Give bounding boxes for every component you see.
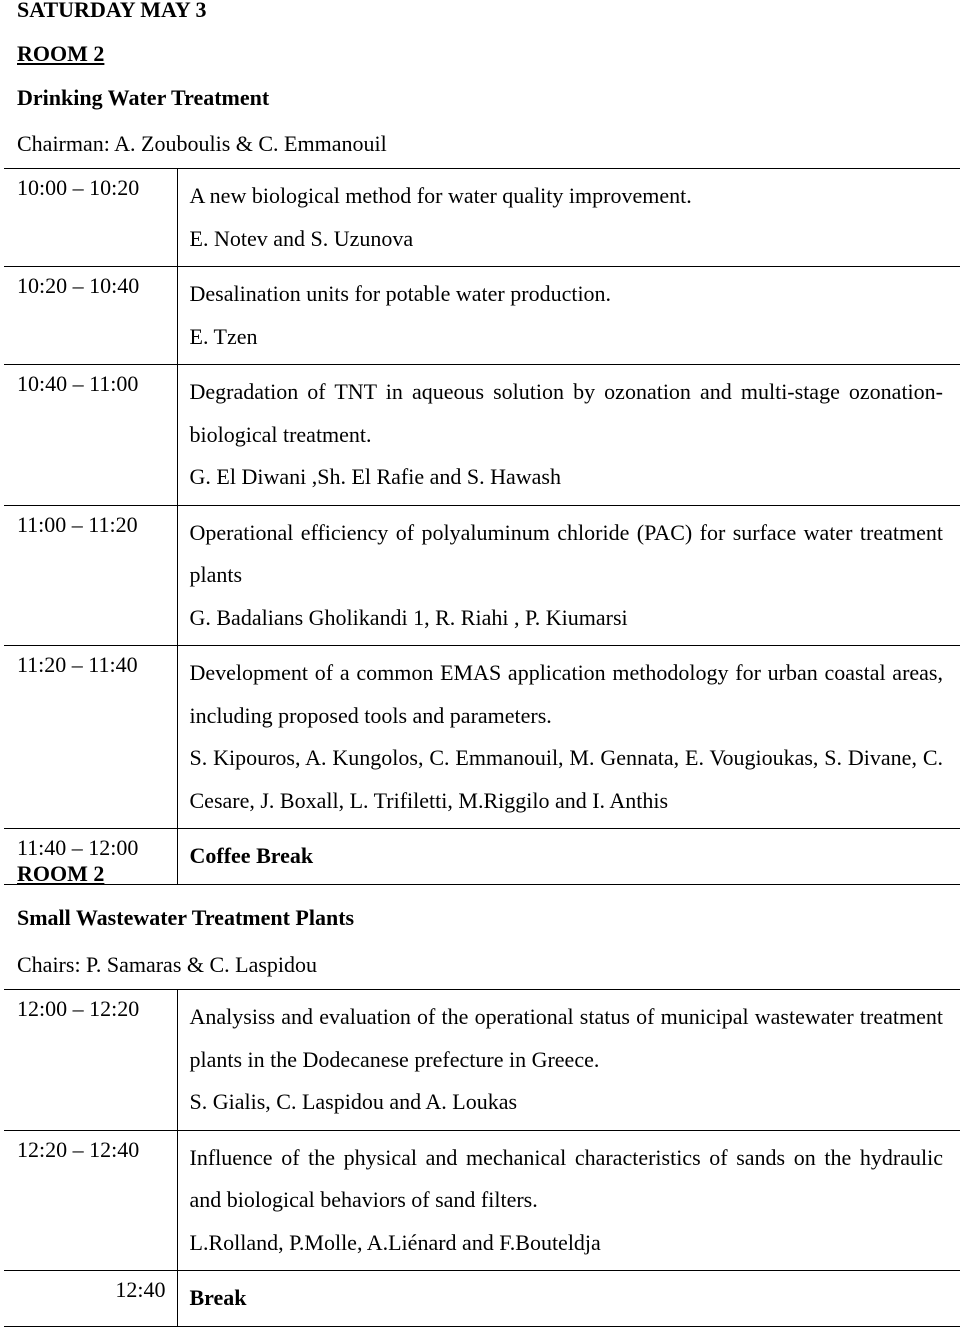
table-row [4, 505, 960, 646]
talk-title: Development of a common EMAS application methodology for urban coastal areas, including proposed tools and parameters. [189, 660, 943, 728]
slot-time: 10:20 – 10:40 [4, 267, 177, 365]
slot-time: 11:20 – 11:40 [4, 646, 177, 829]
slot-time: 11:40 – 12:00 [4, 829, 177, 885]
slot-time: 12:00 – 12:20 [4, 990, 177, 1131]
break-label: Coffee Break [189, 843, 314, 868]
talk-title: Degradation of TNT in aqueous solution by ozonation and multi-stage ozonation-biological treatment. [189, 379, 943, 447]
talk-title: Influence of the physical and mechanical characteristics of sands on the hydraulic and biological behaviors of sand filters. [189, 1144, 943, 1212]
slot-content [177, 1130, 960, 1271]
talk-authors: G. El Diwani ,Sh. El Rafie and S. Hawash [189, 464, 561, 489]
table-row [4, 169, 960, 267]
talk-authors: E. Notev and S. Uzunova [189, 225, 414, 251]
session2-room: ROOM 2 [17, 861, 105, 886]
slot-time: 10:00 – 10:20 [4, 169, 177, 267]
table-row [4, 829, 960, 885]
table-row [4, 1271, 960, 1327]
slot-time: 11:00 – 11:20 [4, 505, 177, 646]
break-label: Break [189, 1285, 247, 1310]
slot-content [177, 505, 960, 646]
slot-content [177, 267, 960, 365]
session1-title: Drinking Water Treatment [17, 85, 270, 110]
session2-title: Small Wastewater Treatment Plants [17, 905, 355, 930]
slot-time: 12:40 [4, 1271, 177, 1327]
session2-schedule-table [4, 989, 960, 1327]
session1-chair: Chairman: A. Zouboulis & C. Emmanouil [17, 131, 387, 156]
slot-content [177, 829, 960, 885]
table-row [4, 267, 960, 365]
table-row [4, 1130, 960, 1271]
table-row [4, 990, 960, 1131]
slot-time: 10:40 – 11:00 [4, 365, 177, 506]
talk-title: Analysiss and evaluation of the operational status of municipal wastewater treatment plants in the Dodecanese prefecture in Greece. [189, 1004, 943, 1072]
slot-content [177, 169, 960, 267]
talk-authors: S. Kipouros, A. Kungolos, C. Emmanouil, M. Gennata, E. Vougioukas, S. Divane, C. Cesare, J. Boxall, L. Trifiletti, M.Riggilo and I. Anthis [189, 745, 943, 813]
slot-content [177, 646, 960, 829]
day-heading: SATURDAY MAY 3 [17, 0, 207, 22]
table-row [4, 365, 960, 506]
session1-schedule-table [4, 168, 960, 885]
session1-room: ROOM 2 [17, 41, 105, 66]
slot-time: 12:20 – 12:40 [4, 1130, 177, 1271]
talk-authors: G. Badalians Gholikandi 1, R. Riahi , P. Kiumarsi [189, 604, 628, 630]
slot-content [177, 1271, 960, 1327]
session2-chair: Chairs: P. Samaras & C. Laspidou [17, 952, 318, 977]
talk-title: A new biological method for water quality improvement. [189, 183, 692, 208]
talk-title: Operational efficiency of polyaluminum chloride (PAC) for surface water treatment plants [189, 519, 943, 587]
table-row [4, 646, 960, 829]
slot-content [177, 365, 960, 506]
talk-title: Desalination units for potable water production. [189, 281, 612, 306]
talk-authors: S. Gialis, C. Laspidou and A. Loukas [189, 1089, 518, 1114]
slot-content [177, 990, 960, 1131]
talk-authors: E. Tzen [189, 323, 258, 349]
talk-authors: L.Rolland, P.Molle, A.Liénard and F.Bouteldja [189, 1229, 601, 1255]
